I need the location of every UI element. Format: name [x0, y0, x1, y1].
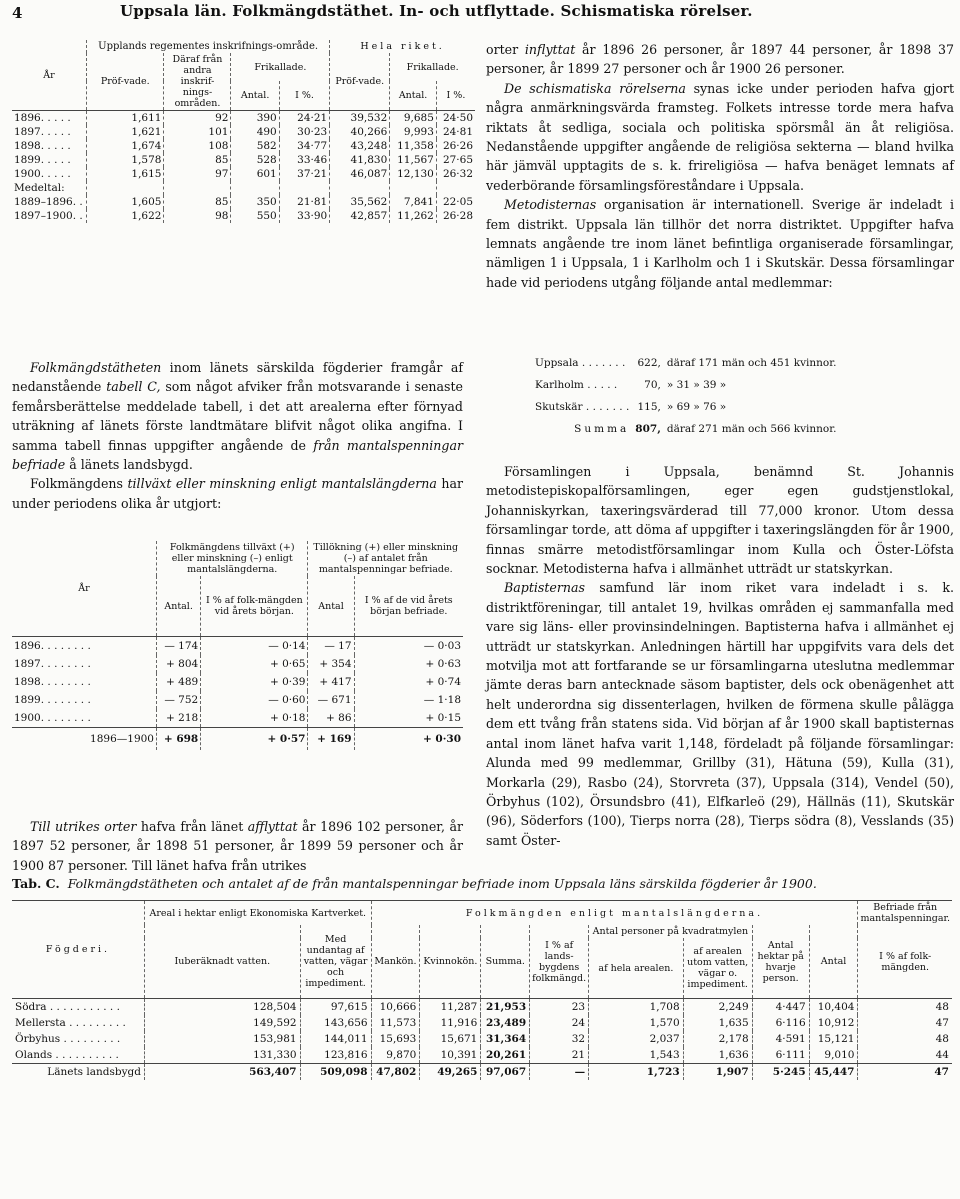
table-cell: + 0·74 — [354, 673, 463, 691]
table-row — [12, 125, 475, 139]
table-row — [12, 999, 952, 1016]
col-darfran: Däraf från andra inskrif-nings-områden. — [164, 53, 231, 111]
col-antal: Antal. — [157, 576, 201, 637]
table-cell: — 752 — [157, 691, 201, 709]
table-cell: 85 — [164, 153, 231, 167]
table-cell: 26·28 — [436, 209, 475, 223]
table-cell: 9,870 — [371, 1047, 420, 1064]
table-cell: — 0·60 — [201, 691, 308, 709]
table-cell: 44 — [858, 1047, 952, 1064]
table-cell: 101 — [164, 125, 231, 139]
table-cell: 32 — [530, 1031, 589, 1047]
page-title: Uppsala län. Folkmängdstäthet. In- och utflyttade. Schismatiska rörelser. — [120, 2, 753, 20]
table-cell: 47 — [858, 1015, 952, 1031]
table-cell: 11,573 — [371, 1015, 420, 1031]
left-text-top — [12, 358, 463, 513]
col-ar: År — [12, 40, 87, 111]
table-cell: + 698 — [157, 728, 201, 751]
table-cell: — 1·18 — [354, 691, 463, 709]
table-cell: 34·77 — [279, 139, 330, 153]
table-cell: 21 — [530, 1047, 589, 1064]
table-cell: 1,635 — [683, 1015, 752, 1031]
table-cell: 30·23 — [279, 125, 330, 139]
mean-row — [12, 209, 475, 223]
group-kvadratmyl: Antal personer på kvadratmylen — [589, 925, 753, 938]
table-row — [12, 655, 463, 673]
table-cell: 33·46 — [279, 153, 330, 167]
members-table — [532, 352, 952, 440]
group-upplands: Upplands regementes inskrifnings-område. — [87, 40, 330, 53]
table-cell: 108 — [164, 139, 231, 153]
group-hela-riket: Hela riket. — [330, 40, 475, 53]
table-row — [12, 167, 475, 181]
empty-cell — [390, 181, 437, 195]
member-total-row — [532, 418, 839, 440]
row-year: 1899. . . . . — [14, 154, 71, 166]
table-cell: 45,447 — [809, 1064, 858, 1081]
table-cell: 11,916 — [420, 1015, 481, 1031]
member-place: Uppsala . . . . . . . — [535, 357, 626, 369]
total-row — [12, 728, 463, 751]
table-cell: 7,841 — [390, 195, 437, 209]
table-cell: 6·111 — [752, 1047, 809, 1064]
table-cell: 15,693 — [371, 1031, 420, 1047]
col-pct: I % af folk-mängden vid årets början. — [201, 576, 308, 637]
table-cell: — — [530, 1064, 589, 1081]
table-cell: 123,816 — [300, 1047, 371, 1064]
member-row — [532, 374, 839, 396]
table-cell: 9,993 — [390, 125, 437, 139]
table-cell: 24·81 — [436, 125, 475, 139]
table-cell: 40,266 — [330, 125, 390, 139]
table-row — [12, 139, 475, 153]
empty-cell — [330, 181, 390, 195]
table-cell: 2,249 — [683, 999, 752, 1016]
table-cell: 390 — [231, 111, 279, 126]
table-cell: — 17 — [308, 637, 354, 656]
growth-table — [12, 541, 463, 750]
table-cell: + 0·15 — [354, 709, 463, 728]
member-detail: » 31 » 39 » — [666, 379, 727, 391]
table-cell: 37·21 — [279, 167, 330, 181]
table-row — [12, 691, 463, 709]
col-summa: Summa. — [481, 925, 530, 999]
col-oberaknadt: Iuberäknadt vatten. — [145, 925, 301, 999]
table-cell: 128,504 — [145, 999, 301, 1016]
table-cell: + 0·57 — [201, 728, 308, 751]
table-cell: 528 — [231, 153, 279, 167]
empty-cell — [87, 181, 164, 195]
medeltal-row — [12, 181, 475, 195]
table-cell: 350 — [231, 195, 279, 209]
table-cell: 12,130 — [390, 167, 437, 181]
table-cell: — 0·03 — [354, 637, 463, 656]
table-cell: 5·245 — [752, 1064, 809, 1081]
table-cell: 1,674 — [87, 139, 164, 153]
table-cell: 47,802 — [371, 1064, 420, 1081]
group-befriade: Tillökning (+) eller minskning (–) af antalet från mantalspenningar befriade. — [308, 541, 463, 576]
empty-cell — [164, 181, 231, 195]
table-cell: + 218 — [157, 709, 201, 728]
table-cell: 24·50 — [436, 111, 475, 126]
table-cell: 10,391 — [420, 1047, 481, 1064]
table-cell: 131,330 — [145, 1047, 301, 1064]
row-fogderi: Mellersta . . . . . . . . . — [15, 1017, 126, 1029]
empty-cell — [436, 181, 475, 195]
table-cell: 11,358 — [390, 139, 437, 153]
table-cell: 35,562 — [330, 195, 390, 209]
row-year: 1899. . . . . . . . — [14, 694, 91, 706]
table-cell: 1,611 — [87, 111, 164, 126]
row-year: 1896. . . . . . . . — [14, 640, 91, 652]
table-cell: 1,723 — [589, 1064, 684, 1081]
table-cell: 42,857 — [330, 209, 390, 223]
paragraph-emigration: Till utrikes orter hafva från länet afflyttat år 1896 102 personer, år 1897 52 personer, år 1898 51 personer, år 1899 59 personer och år 1900 87 personer. Till länet hafva från utrikes — [12, 819, 463, 873]
row-year: 1900. . . . . . . . — [14, 712, 91, 724]
paragraph-baptists: Baptisternas samfund lär inom riket vara indeladt i s. k. distriktföreningar, till antalet 19, hvilkas områden ej sammanfalla med vare sig läns- eller provinsindelningen. Baptisterna hafva i allmänhet ej utträdt ur statskyrkan. Anledningen härtill har uppgifvits vara dels det motvilja mot att fortfarande se ur församlingarna uteslutna medlemmar jämte deras barn antecknade säsom baptister, dels ock obenägenhet att helt underordna sig dissenterlagen, hvilken de förmena skulle pålägga dem ett tvång från statens sida. Vid början af år 1900 skall baptisternas antal inom länet hafva varit 1,148, fördeladt på följande församlingar: Alunda med 99 medlemmar, Grillby (31), Hätuna (59), Kulla (31), Morkarla (29), Rasbo (24), Storvreta (37), Uppsala (314), Vendel (50), Örbyhus (102), Örsundsbro (41), Elfkarleö (29), Hällnäs (11), Skutskär (96), Söderfors (100), Tierps norra (28), Tierps södra (8), Vesslands (35) samt Öster- — [486, 580, 954, 848]
right-text-top — [486, 40, 954, 292]
table-cell: 4·591 — [752, 1031, 809, 1047]
table-cell: 39,532 — [330, 111, 390, 126]
table-cell: 10,666 — [371, 999, 420, 1016]
table-cell: 149,592 — [145, 1015, 301, 1031]
table-cell: + 354 — [308, 655, 354, 673]
table-cell: 11,287 — [420, 999, 481, 1016]
mean-row — [12, 195, 475, 209]
col-af-arealen: af arealen utom vatten, vägar o. impediment. — [683, 938, 752, 999]
right-text-bottom — [486, 462, 954, 850]
col-profvade2: Pröf-vade. — [330, 53, 390, 111]
table-row — [12, 1031, 952, 1047]
table-cell: 1,907 — [683, 1064, 752, 1081]
table-cell: 2,178 — [683, 1031, 752, 1047]
row-year: 1896. . . . . — [14, 112, 71, 124]
table-row — [12, 111, 475, 126]
table-cell: 1,578 — [87, 153, 164, 167]
group-befriade: Befriade från mantalspenningar. — [858, 901, 952, 926]
table-cell: 601 — [231, 167, 279, 181]
empty-cell — [279, 181, 330, 195]
table-cell: 11,262 — [390, 209, 437, 223]
member-total-label: Summa — [574, 423, 630, 435]
total-row — [12, 1064, 952, 1081]
col-kvinnokon: Kvinnokön. — [420, 925, 481, 999]
table-cell: + 0·30 — [354, 728, 463, 751]
table-cell: 85 — [164, 195, 231, 209]
member-place: Karlholm . . . . . — [535, 379, 618, 391]
left-text-bottom — [12, 817, 463, 875]
member-count: 115, — [637, 401, 661, 413]
member-count: 622, — [637, 357, 661, 369]
table-cell: 26·32 — [436, 167, 475, 181]
group-areal: Areal i hektar enligt Ekonomiska Kartverket. — [145, 901, 372, 926]
page-number: 4 — [12, 4, 23, 22]
table-row — [12, 1015, 952, 1031]
group-folkmangd: Folkmängden enligt mantalslängderna. — [371, 901, 858, 926]
member-total-detail: däraf 271 män och 566 kvinnor. — [666, 423, 837, 435]
col-profvade: Pröf-vade. — [87, 53, 164, 111]
table-cell: 490 — [231, 125, 279, 139]
table-cell: 31,364 — [481, 1031, 530, 1047]
col-antal: Antal — [809, 925, 858, 999]
table-cell: 49,265 — [420, 1064, 481, 1081]
row-fogderi: Olands . . . . . . . . . . — [15, 1049, 119, 1061]
table-cell: 1,621 — [87, 125, 164, 139]
table-cell: 23,489 — [481, 1015, 530, 1031]
col-af-hela: af hela arealen. — [589, 938, 684, 999]
table-cell: 10,912 — [809, 1015, 858, 1031]
table-cell: 24·21 — [279, 111, 330, 126]
table-row — [12, 1047, 952, 1064]
table-cell: 27·65 — [436, 153, 475, 167]
table-cell: 15,671 — [420, 1031, 481, 1047]
col-antal: Antal. — [231, 81, 279, 110]
table-cell: 11,567 — [390, 153, 437, 167]
table-cell: 582 — [231, 139, 279, 153]
table-cell: 92 — [164, 111, 231, 126]
table-cell: + 0·65 — [201, 655, 308, 673]
table-cell: 48 — [858, 1031, 952, 1047]
density-table — [12, 900, 952, 1080]
table-cell: 550 — [231, 209, 279, 223]
row-period: 1889–1896. . — [14, 196, 83, 208]
table-cell: 47 — [858, 1064, 952, 1081]
member-count: 70, — [644, 379, 661, 391]
table-cell: 98 — [164, 209, 231, 223]
table-cell: 1,543 — [589, 1047, 684, 1064]
table-cell: 1,622 — [87, 209, 164, 223]
table-cell: 1,708 — [589, 999, 684, 1016]
table-cell: 1,570 — [589, 1015, 684, 1031]
table-cell: 21,953 — [481, 999, 530, 1016]
table-row — [12, 673, 463, 691]
table-cell: 144,011 — [300, 1031, 371, 1047]
col-pct2: I %. — [436, 81, 475, 110]
table-cell: 4·447 — [752, 999, 809, 1016]
table-cell: 15,121 — [809, 1031, 858, 1047]
row-period: 1897–1900. . — [14, 210, 83, 222]
table-cell: 20,261 — [481, 1047, 530, 1064]
member-total-count: 807, — [635, 423, 661, 435]
table-cell: + 0·63 — [354, 655, 463, 673]
col-fogderi: Fögderi. — [12, 901, 145, 999]
col-antal2: Antal. — [390, 81, 437, 110]
table-cell: 2,037 — [589, 1031, 684, 1047]
table-cell: + 169 — [308, 728, 354, 751]
table-cell: 563,407 — [145, 1064, 301, 1081]
paragraph-uppsala-church: Församlingen i Uppsala, benämnd St. Johannis metodistepiskopalförsamlingen, eger egen gudstjenstlokal, Johanniskyrkan, taxeringsvärderad till 77,000 kronor. Utom dessa församlingar torde, att döma af uppgifter i taxeringslängden för år 1900, finnas smärre metodistförsamlingar inom Kulla och Öster-Löfsta socknar. Metodisterna hafva i allmänhet utträdt ur statskyrkan. — [486, 464, 954, 577]
table-cell: 33·90 — [279, 209, 330, 223]
member-place: Skutskär . . . . . . . — [535, 401, 630, 413]
table-cell: 22·05 — [436, 195, 475, 209]
table-cell: 26·26 — [436, 139, 475, 153]
row-year: 1898. . . . . — [14, 140, 71, 152]
table-cell: 143,656 — [300, 1015, 371, 1031]
table-cell: 1,605 — [87, 195, 164, 209]
paragraph-density: Folkmängdstätheten inom länets särskilda fögderier framgår af nedanstående tabell C, som något afviker från motsvarande i senaste femårsberättelse meddelade tabell, i det att arealerna efter förnyad uträkning af länets förste landtmätare blifvit något olika angifna. I samma tabell finnas uppgifter angående de från mantalspenningar befriade å länets landsbygd. — [12, 360, 463, 473]
table-cell: 21·81 — [279, 195, 330, 209]
col-antal2: Antal — [308, 576, 354, 637]
table-cell: 509,098 — [300, 1064, 371, 1081]
row-year: 1897. . . . . — [14, 126, 71, 138]
row-fogderi: Södra . . . . . . . . . . . — [15, 1001, 120, 1013]
col-ar: År — [12, 541, 157, 637]
table-cell: + 804 — [157, 655, 201, 673]
table-cell: 46,087 — [330, 167, 390, 181]
member-detail: » 69 » 76 » — [666, 401, 727, 413]
table-cell: 1,615 — [87, 167, 164, 181]
table-cell: 97,615 — [300, 999, 371, 1016]
table-c-caption — [12, 876, 952, 891]
group-folkmangd: Folkmängdens tillväxt (+) eller minskning (–) enligt mantalslängderna. — [157, 541, 308, 576]
col-mankon: Mankön. — [371, 925, 420, 999]
row-period: 1896—1900 — [12, 728, 157, 751]
table-cell: 97,067 — [481, 1064, 530, 1081]
table-cell: 6·116 — [752, 1015, 809, 1031]
table-cell: 1,636 — [683, 1047, 752, 1064]
table-row — [12, 709, 463, 728]
paragraph-growth: Folkmängdens tillväxt eller minskning enligt mantalslängderna har under periodens olika år utgjort: — [12, 476, 463, 511]
table-cell: — 0·14 — [201, 637, 308, 656]
member-row — [532, 352, 839, 374]
table-cell: — 671 — [308, 691, 354, 709]
table-cell: + 86 — [308, 709, 354, 728]
table-cell: + 0·39 — [201, 673, 308, 691]
table-cell: 10,404 — [809, 999, 858, 1016]
table-cell: 97 — [164, 167, 231, 181]
col-hektar: Antal hektar på hvarje person. — [752, 925, 809, 999]
table-cell: 41,830 — [330, 153, 390, 167]
col-pct2: I % af de vid årets början befriade. — [354, 576, 463, 637]
table-cell: 24 — [530, 1015, 589, 1031]
table-cell: + 417 — [308, 673, 354, 691]
col-pct: I %. — [279, 81, 330, 110]
row-year: 1898. . . . . . . . — [14, 676, 91, 688]
table-cell: 9,685 — [390, 111, 437, 126]
paragraph-immigration: orter inflyttat år 1896 26 personer, år 1897 44 personer, år 1898 37 personer, år 1899 27 personer och år 1900 26 personer. — [486, 42, 954, 77]
table-cell: — 174 — [157, 637, 201, 656]
table-cell: + 489 — [157, 673, 201, 691]
col-frikallade2: Frikallade. — [390, 53, 475, 81]
table-row — [12, 637, 463, 656]
table-cell: 48 — [858, 999, 952, 1016]
row-fogderi: Örbyhus . . . . . . . . . — [15, 1033, 121, 1045]
row-total-label: Länets landsbygd — [12, 1064, 145, 1081]
table-cell: 43,248 — [330, 139, 390, 153]
row-year: 1900. . . . . — [14, 168, 71, 180]
caption-label: Tab. C. — [12, 876, 60, 891]
col-pct-folk: I % af folk-mängden. — [858, 925, 952, 999]
paragraph-schismatic: De schismatiska rörelserna synas icke under perioden hafva gjort några anmärkningsvärda framsteg. Folkets intresse torde mera hafva riktats åt sedliga, sociala och politiska spörsmål än åt religiösa. Nedanstående uppgifter angående de religiösa sekterna — bland hvilka här jämväl upptagits de s. k. frireligiösa — hafva benäget lemnats af vederbörande församlingsföreståndare i Uppsala. — [486, 80, 955, 193]
page-header — [12, 2, 952, 26]
member-row — [532, 396, 839, 418]
row-year: 1897. . . . . . . . — [14, 658, 91, 670]
member-detail: däraf 171 män och 451 kvinnor. — [666, 357, 837, 369]
table-cell: 9,010 — [809, 1047, 858, 1064]
conscription-table — [12, 40, 475, 223]
table-cell: 23 — [530, 999, 589, 1016]
paragraph-methodists: Metodisternas organisation är internationell. Sverige är indeladt i fem distrikt. Uppsala län tillhör det norra distriktet. Uppgifter hafva lemnats angående tre inom länet befintliga organiserade församlingar, nämligen 1 i Uppsala, 1 i Karlholm och 1 i Skutskär. Dessa församlingar hade vid periodens utgång följande antal medlemmar: — [486, 197, 954, 290]
medeltal-label: Medeltal: — [14, 182, 65, 194]
empty-cell — [231, 181, 279, 195]
table-row — [12, 153, 475, 167]
caption-text: Folkmängdstätheten och antalet af de från mantalspenningar befriade inom Uppsala läns särskilda fögderier år 1900. — [67, 876, 817, 891]
col-pct-lands: I % af lands-bygdens folkmängd. — [530, 925, 589, 999]
table-cell: + 0·18 — [201, 709, 308, 728]
col-med-undantag: Med undantag af vatten, vägar och impediment. — [300, 925, 371, 999]
col-frikallade: Frikallade. — [231, 53, 330, 81]
table-cell: 153,981 — [145, 1031, 301, 1047]
